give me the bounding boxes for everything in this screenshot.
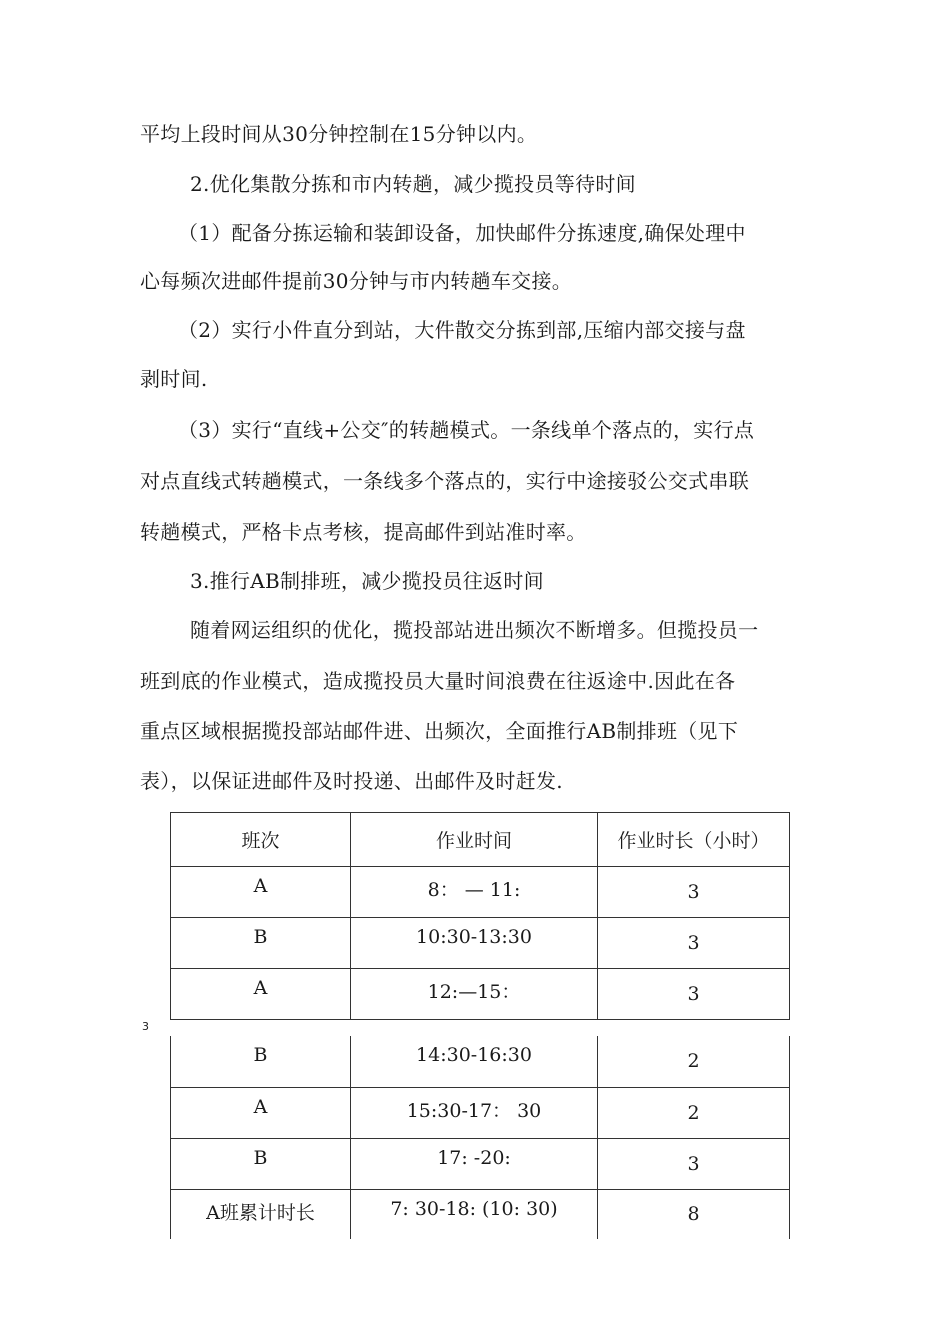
shift-table-part2 [170, 1036, 790, 1239]
table-row [171, 1189, 790, 1239]
page-number: 3 [142, 1020, 149, 1033]
section-heading-3: 3.推行AB制排班，减少揽投员往返时间 [190, 569, 544, 593]
table-cell: 3 [598, 918, 790, 969]
section-heading-2: 2.优化集散分拣和市内转趟，减少揽投员等待时间 [190, 172, 636, 196]
table-cell: 2 [598, 1036, 790, 1087]
table-cell: B [171, 1138, 351, 1189]
table-row [171, 1087, 790, 1138]
table-cell: B [171, 918, 351, 969]
table-cell: 3 [598, 867, 790, 918]
table-row [171, 1138, 790, 1189]
table-cell: 3 [598, 969, 790, 1020]
paragraph-line: 剥时间. [140, 367, 208, 391]
table-cell: 7: 30-18: (10: 30) [351, 1189, 598, 1239]
table-header-row [171, 813, 790, 867]
table-cell: 8 [598, 1189, 790, 1239]
table-cell: B [171, 1036, 351, 1087]
paragraph-line: 转趟模式，严格卡点考核，提高邮件到站准时率。 [140, 520, 587, 544]
paragraph-line: （3）实行“直线+公交″的转趟模式。一条线单个落点的，实行点 [178, 418, 755, 442]
paragraph-line: 随着网运组织的优化，揽投部站进出频次不断增多。但揽投员一 [190, 618, 759, 642]
paragraph-line: 对点直线式转趟模式，一条线多个落点的，实行中途接驳公交式串联 [140, 469, 749, 493]
paragraph-line: （1）配备分拣运输和装卸设备，加快邮件分拣速度,确保处理中 [178, 221, 746, 245]
table-cell: 10:30-13:30 [351, 918, 598, 969]
table-cell: A [171, 867, 351, 918]
table-cell: 15:30-17： 30 [351, 1087, 598, 1138]
table-row [171, 918, 790, 969]
paragraph-line: （2）实行小件直分到站，大件散交分拣到部,压缩内部交接与盘 [178, 318, 746, 342]
paragraph-line: 表），以保证进邮件及时投递、出邮件及时赶发. [140, 769, 563, 793]
table-cell: 3 [598, 1138, 790, 1189]
header-cell-duration: 作业时长（小时） [598, 813, 790, 867]
shift-table-part1 [170, 812, 790, 1020]
table-row [171, 867, 790, 918]
table-cell: 12:—15： [351, 969, 598, 1020]
table-row [171, 969, 790, 1020]
table-cell: A [171, 969, 351, 1020]
table-row [171, 1036, 790, 1087]
paragraph-line: 重点区域根据揽投部站邮件进、出频次，全面推行AB制排班（见下 [140, 719, 739, 743]
table-cell: 8： — 11: [351, 867, 598, 918]
table-cell: 17: -20: [351, 1138, 598, 1189]
paragraph-line: 班到底的作业模式，造成揽投员大量时间浪费在往返途中.因此在各 [140, 669, 736, 693]
paragraph-line: 心每频次进邮件提前30分钟与市内转趟车交接。 [140, 269, 573, 293]
table-cell: A班累计时长 [171, 1189, 351, 1239]
header-cell-time: 作业时间 [351, 813, 598, 867]
table-cell: 2 [598, 1087, 790, 1138]
table-cell: A [171, 1087, 351, 1138]
paragraph-line: 平均上段时间从30分钟控制在15分钟以内。 [140, 122, 538, 146]
header-cell-shift: 班次 [171, 813, 351, 867]
table-cell: 14:30-16:30 [351, 1036, 598, 1087]
